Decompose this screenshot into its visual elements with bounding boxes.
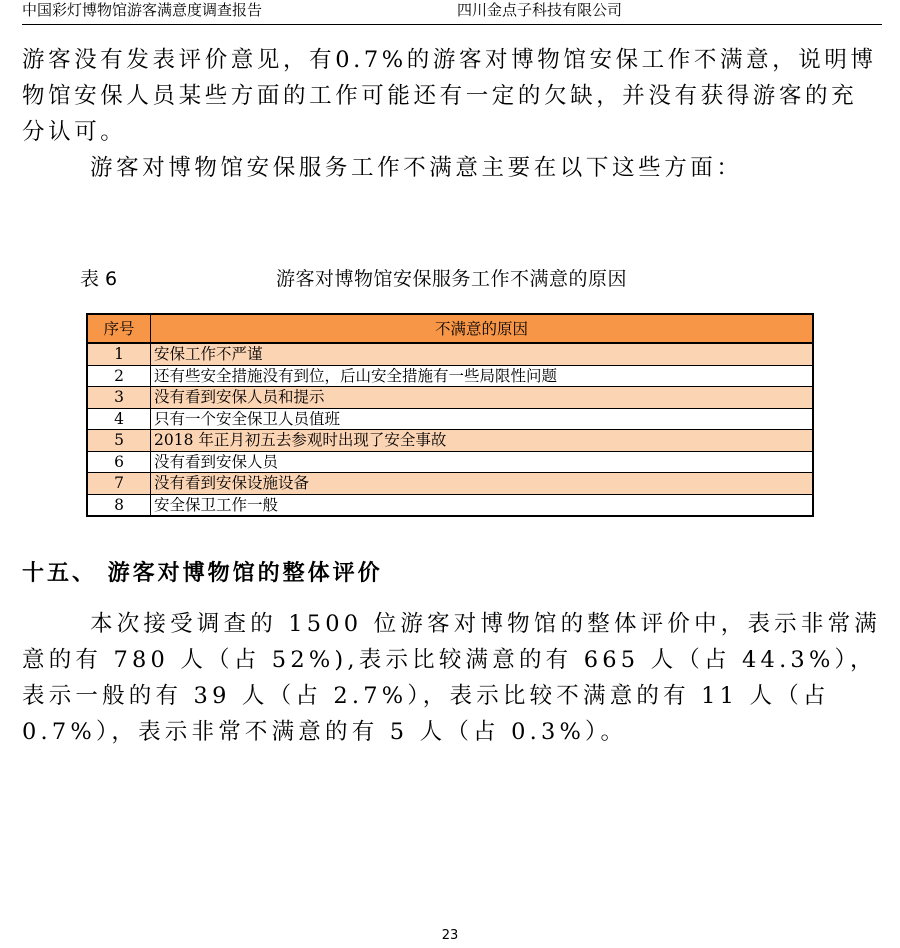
- table-number: 表 6: [80, 268, 118, 290]
- table-caption: [80, 264, 810, 292]
- table-row: [87, 473, 813, 495]
- table-row: [87, 494, 813, 516]
- row-index: 2: [87, 365, 151, 387]
- reasons-table: [86, 313, 814, 517]
- page-header: [22, 0, 882, 25]
- table-row: [87, 387, 813, 409]
- table-row: [87, 365, 813, 387]
- header-index: 序号: [87, 314, 151, 343]
- table-row: [87, 451, 813, 473]
- table-title: 游客对博物馆安保服务工作不满意的原因: [276, 268, 628, 290]
- paragraph-overall-evaluation: 本次接受调查的 1500 位游客对博物馆的整体评价中，表示非常满意的有 780 人（占 52%),表示比较满意的有 665 人（占 44.3%），表示一般的有 39 人（占 2.7%），表示比较不满意的有 11 人（占 0.7%），表示非常不满意的有 5 人（占 0.3%）。: [22, 611, 881, 745]
- page-number: 23: [441, 928, 459, 943]
- row-reason: 没有看到安保设施设备: [151, 473, 814, 495]
- row-index: 4: [87, 408, 151, 430]
- row-index: 3: [87, 387, 151, 409]
- row-index: 8: [87, 494, 151, 516]
- section-heading: 十五、 游客对博物馆的整体评价: [22, 560, 383, 586]
- row-index: 5: [87, 430, 151, 452]
- row-reason: 安全保卫工作一般: [151, 494, 814, 516]
- table-header-row: [87, 314, 813, 343]
- row-reason: 没有看到安保人员和提示: [151, 387, 814, 409]
- row-reason: 还有些安全措施没有到位，后山安全措施有一些局限性问题: [151, 365, 814, 387]
- row-reason: 没有看到安保人员: [151, 451, 814, 473]
- row-reason: 安保工作不严谨: [151, 343, 814, 365]
- row-index: 1: [87, 343, 151, 365]
- company-name: 四川金点子科技有限公司: [457, 1, 623, 19]
- row-index: 7: [87, 473, 151, 495]
- table-row: [87, 343, 813, 365]
- paragraph-security-satisfaction: 游客没有发表评价意见，有0.7%的游客对博物馆安保工作不满意，说明博物馆安保人员某些方面的工作可能还有一定的欠缺，并没有获得游客的充分认可。: [22, 47, 877, 145]
- row-reason: 只有一个安全保卫人员值班: [151, 408, 814, 430]
- paragraph-dissatisfaction-intro: 游客对博物馆安保服务工作不满意主要在以下这些方面：: [90, 155, 743, 181]
- header-reason: 不满意的原因: [151, 314, 814, 343]
- row-index: 6: [87, 451, 151, 473]
- row-reason: 2018 年正月初五去参观时出现了安全事故: [151, 430, 814, 452]
- report-title: 中国彩灯博物馆游客满意度调查报告: [22, 1, 263, 19]
- table-row: [87, 408, 813, 430]
- table-row: [87, 430, 813, 452]
